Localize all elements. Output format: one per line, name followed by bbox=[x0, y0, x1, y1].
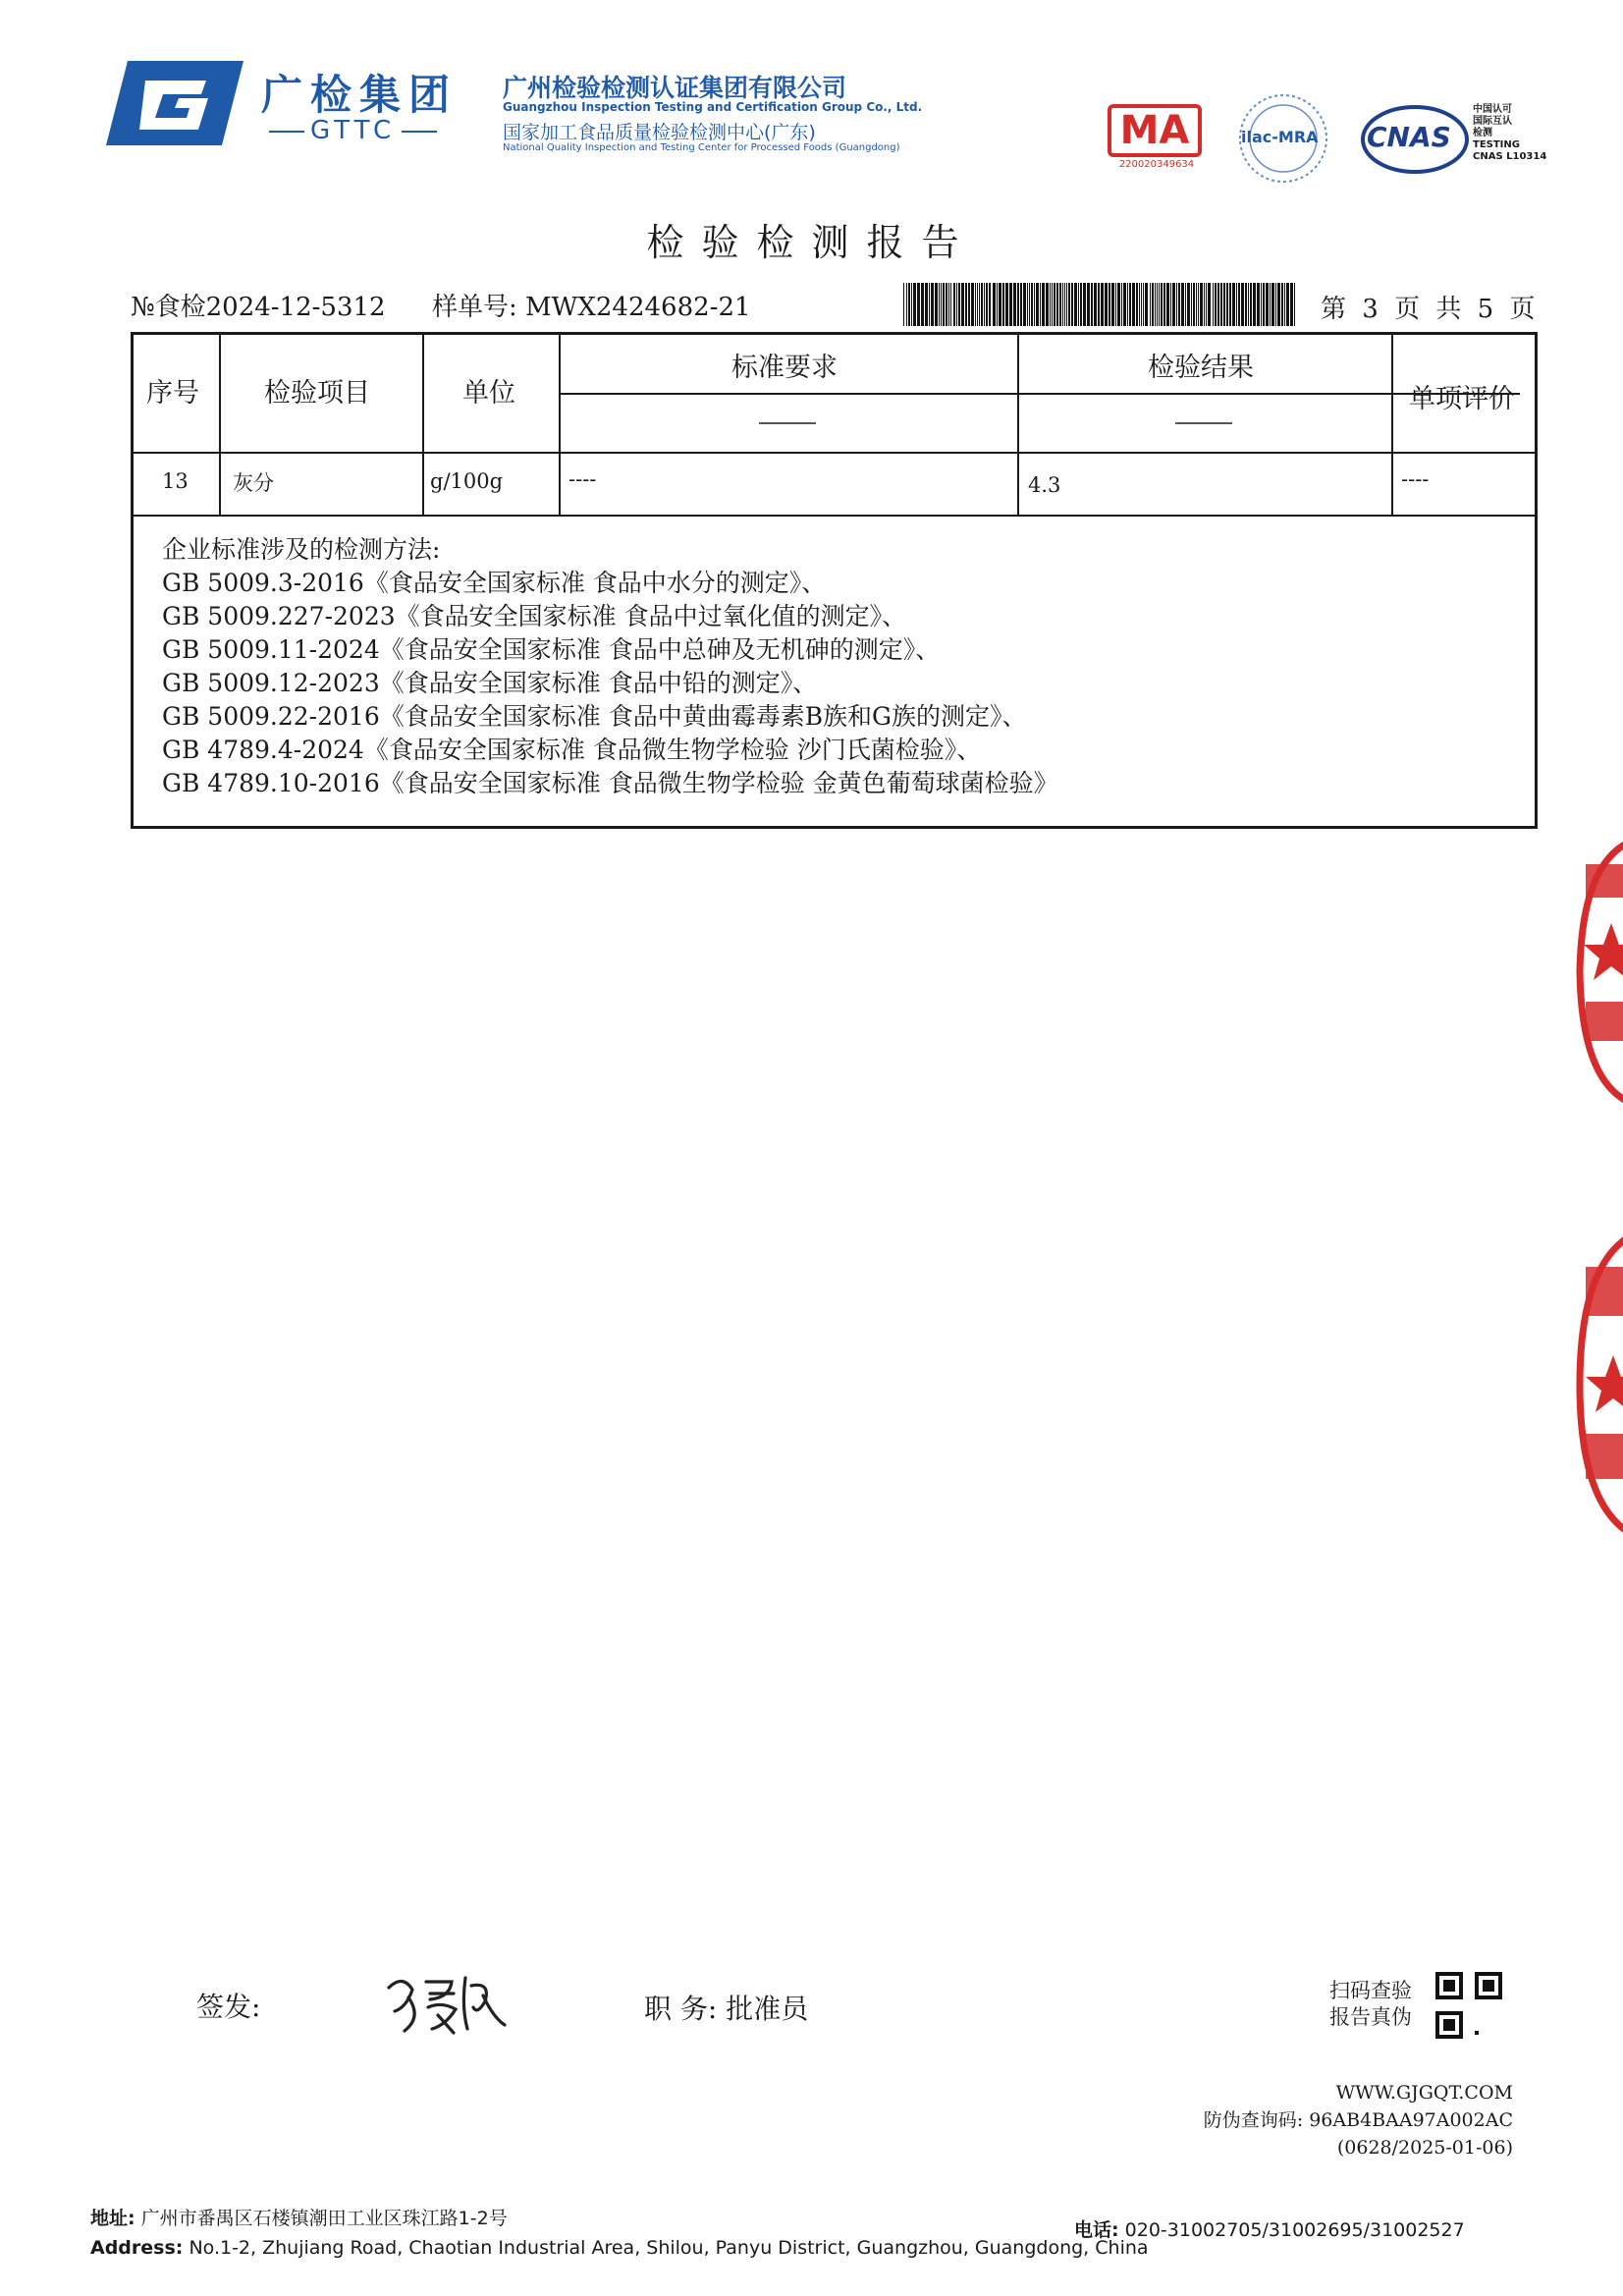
test-methods-list bbox=[162, 533, 1058, 800]
code-date: (0628/2025-01-06) bbox=[1336, 2137, 1513, 2159]
cnas-side-line: TESTING bbox=[1473, 139, 1520, 150]
position-label: 职 务: 批准员 bbox=[644, 1993, 809, 2025]
verify-line: 报告真伪 bbox=[1329, 2005, 1412, 2029]
header-result: 检验结果 bbox=[1148, 353, 1254, 383]
verification-info bbox=[1204, 2079, 1513, 2161]
center-name-en: National Quality Inspection and Testing Center for Processed Foods (Guangdong) bbox=[503, 142, 900, 153]
row-standard: ---- bbox=[568, 467, 597, 491]
standard-sub-dash bbox=[759, 422, 816, 424]
ma-mark: MA bbox=[1108, 104, 1202, 157]
address-cn: 广州市番禺区石楼镇潮田工业区珠江路1-2号 bbox=[140, 2208, 508, 2229]
gttc-logo-icon bbox=[106, 61, 243, 145]
row-result: 4.3 bbox=[1028, 473, 1061, 497]
header-unit: 单位 bbox=[462, 378, 515, 409]
ilac-mra-icon bbox=[1237, 92, 1329, 185]
phone-block bbox=[1074, 2215, 1465, 2242]
method-item: GB 5009.227-2023《食品安全国家标准 食品中过氧化值的测定》、 bbox=[162, 602, 907, 630]
seal-stamp-icon bbox=[1556, 835, 1623, 1110]
row-unit: g/100g bbox=[430, 469, 504, 493]
verify-text bbox=[1329, 1978, 1412, 2031]
ma-number: 220020349634 bbox=[1118, 159, 1195, 170]
address-block bbox=[90, 2204, 1149, 2263]
company-name-en: Guangzhou Inspection Testing and Certification Group Co., Ltd. bbox=[503, 100, 923, 114]
row-seq: 13 bbox=[162, 469, 189, 493]
header-item: 检验项目 bbox=[264, 378, 370, 409]
method-item: GB 5009.22-2016《食品安全国家标准 食品中黄曲霉毒素B族和G族的测定》、 bbox=[162, 702, 1027, 731]
header-standard: 标准要求 bbox=[731, 353, 838, 383]
phone-number: 020-31002705/31002695/31002527 bbox=[1124, 2219, 1465, 2241]
handwritten-signature bbox=[383, 1968, 511, 2037]
methods-title: 企业标准涉及的检测方法: bbox=[162, 535, 441, 564]
header-seq: 序号 bbox=[146, 378, 199, 409]
method-item: GB 4789.4-2024《食品安全国家标准 食品微生物学检验 沙门氏菌检验》、 bbox=[162, 736, 982, 764]
cnas-side-line: 中国认可 bbox=[1473, 104, 1512, 115]
document-title: 检验检测报告 bbox=[646, 221, 977, 264]
qr-code-icon bbox=[1435, 1972, 1502, 2039]
cma-certification-icon bbox=[1108, 104, 1206, 173]
cnas-side-line: 检测 bbox=[1473, 128, 1492, 138]
method-item: GB 5009.3-2016《食品安全国家标准 食品中水分的测定》、 bbox=[162, 569, 827, 597]
cnas-mark: CNAS bbox=[1367, 121, 1451, 153]
address-label-en: Address: bbox=[90, 2237, 184, 2259]
verify-line: 扫码查验 bbox=[1329, 1979, 1412, 2002]
cnas-side-line: 国际互认 bbox=[1473, 116, 1512, 127]
seal-stamp-icon bbox=[1556, 1228, 1623, 1542]
brand-name-en: GTTC bbox=[263, 116, 443, 145]
header-evaluation: 单项评价 bbox=[1409, 384, 1515, 414]
ilac-mark: ilac-MRA bbox=[1241, 128, 1319, 146]
anti-fake-code: 防伪查询码: 96AB4BAA97A002AC bbox=[1203, 2109, 1513, 2131]
address-label-cn: 地址: bbox=[90, 2208, 135, 2229]
cnas-certification-icon bbox=[1361, 104, 1469, 175]
cnas-side-text bbox=[1473, 104, 1546, 163]
method-item: GB 5009.11-2024《食品安全国家标准 食品中总砷及无机砷的测定》、 bbox=[162, 635, 941, 664]
company-name-cn: 广州检验检测认证集团有限公司 bbox=[503, 74, 847, 102]
brand-name-cn: 广检集团 bbox=[261, 71, 459, 119]
page-info: 第 3 页 共 5 页 bbox=[1321, 295, 1540, 324]
sample-number: 样单号: MWX2424682-21 bbox=[432, 293, 751, 322]
address-en: No.1-2, Zhujiang Road, Chaotian Industrial Area, Shilou, Panyu District, Guangzhou, Guangdong, China bbox=[189, 2237, 1149, 2259]
result-sub-dash bbox=[1175, 422, 1232, 424]
method-item: GB 5009.12-2023《食品安全国家标准 食品中铅的测定》、 bbox=[162, 669, 818, 697]
sign-label: 签发: bbox=[196, 1991, 261, 2023]
cnas-side-line: CNAS L10314 bbox=[1473, 151, 1547, 162]
phone-label: 电话: bbox=[1074, 2219, 1119, 2241]
row-item: 灰分 bbox=[233, 471, 274, 495]
row-evaluation: ---- bbox=[1401, 467, 1430, 491]
website: WWW.GJGQT.COM bbox=[1335, 2082, 1513, 2104]
report-number: №食检2024-12-5312 bbox=[131, 293, 386, 322]
barcode-icon bbox=[903, 283, 1296, 326]
method-item: GB 4789.10-2016《食品安全国家标准 食品微生物学检验 金黄色葡萄球菌检验》 bbox=[162, 769, 1058, 797]
center-name-cn: 国家加工食品质量检验检测中心(广东) bbox=[503, 122, 816, 143]
